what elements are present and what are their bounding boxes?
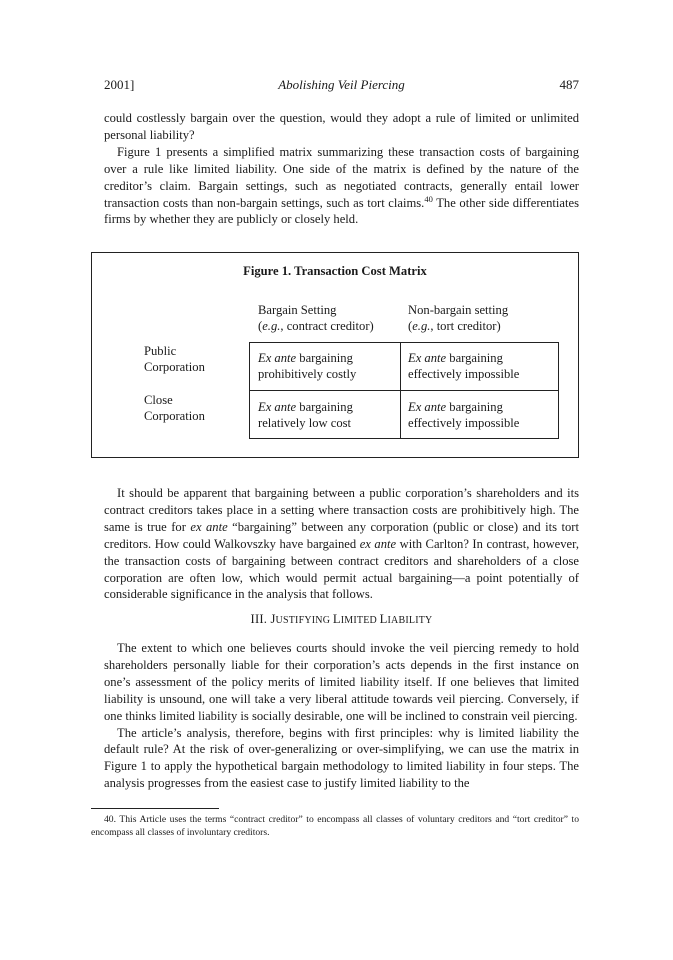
cell-line xyxy=(408,399,519,415)
paragraph: The article’s analysis, therefore, begins with first principles: why is limited liability the default rule? At the risk of over-generalizing or over-simplifying, we can use the matrix in Figure 1 to apply the hypothetical bargain methodology to limited liability in four steps. The analysis progresses from the easiest case to justify limited liability to the xyxy=(104,725,579,791)
text: bargaining xyxy=(296,400,353,414)
row-header-line: Close xyxy=(144,393,173,407)
paragraph: could costlessly bargain over the question, would they adopt a rule of limited or unlimited personal liability? xyxy=(104,111,579,142)
cell-line xyxy=(258,399,353,415)
cell-line: effectively impossible xyxy=(408,416,520,430)
footnote-divider xyxy=(91,808,219,809)
text: L xyxy=(379,612,388,627)
matrix-cell-public-bargain xyxy=(258,350,356,382)
paragraph-text: It should be apparent that bargaining between a public corporation’s shareholders and its contract creditors takes place in a setting where transaction costs are prohibitively high. The same is true for xyxy=(104,486,579,534)
figure-1 xyxy=(91,252,579,458)
matrix-cell-public-non-bargain xyxy=(408,350,519,382)
grid-divider xyxy=(250,390,558,391)
text: bargaining xyxy=(446,351,503,365)
text: , tort creditor) xyxy=(430,319,501,333)
paragraph xyxy=(104,144,579,229)
text-italic: Ex ante xyxy=(258,351,297,365)
text: , contract creditor) xyxy=(280,319,374,333)
footnote-number: 40. xyxy=(104,814,116,825)
column-header-line xyxy=(258,318,374,334)
text-small-caps: USTIFYING xyxy=(275,615,333,627)
text-italic: ex ante xyxy=(190,519,228,534)
text-italic: ex ante xyxy=(359,536,397,551)
text-small-caps: IABILITY xyxy=(387,615,433,627)
cell-line xyxy=(258,350,356,366)
text: ( xyxy=(258,319,263,333)
row-header-line: Corporation xyxy=(144,409,205,423)
text-italic: e.g. xyxy=(412,319,431,333)
text: bargaining xyxy=(296,351,353,365)
text-small-caps: IMITED xyxy=(340,615,380,627)
column-header-line: Non-bargain setting xyxy=(408,303,509,317)
row-header-line: Corporation xyxy=(144,360,205,374)
matrix-cell-close-non-bargain xyxy=(408,399,519,431)
column-header-line: Bargain Setting xyxy=(258,303,337,317)
text-italic: Ex ante xyxy=(408,400,447,414)
matrix-cell-close-bargain xyxy=(258,399,353,431)
row-header-public xyxy=(144,343,205,375)
row-header-line: Public xyxy=(144,344,177,358)
figure-title: Figure 1. Transaction Cost Matrix xyxy=(243,264,427,278)
text: ( xyxy=(408,319,413,333)
paragraph-text: Figure 1 presents a simplified matrix summarizing these transaction costs of bargaining over a rule like limited liability. One side of the matrix is defined by the nature of the creditor’s claim. Bargain settings, such as negotiated contracts, generally entail lower transaction costs than non-bargain settings, such as tort claims. xyxy=(104,144,579,210)
text-block-section-iii xyxy=(104,640,579,792)
text-italic: Ex ante xyxy=(258,400,297,414)
section-heading xyxy=(104,611,579,630)
matrix-grid xyxy=(249,342,559,439)
footnote-ref[interactable]: 40 xyxy=(424,193,433,204)
row-header-close xyxy=(144,392,205,424)
text-block-intro xyxy=(104,110,579,228)
column-header-bargain xyxy=(258,302,374,334)
paragraph: The extent to which one believes courts should invoke the veil piercing remedy to hold shareholders personally liable for their corporation’s acts depends in the first instance on one’s assessment of the policy merits of limited liability itself. If one believes that limited liability is unsound, one will take a very liberal attitude towards veil piercing. Conversely, if one thinks limited liability is socially desirable, one will be inclined to constrain veil piercing. xyxy=(104,641,579,723)
text-block-analysis xyxy=(104,485,579,639)
footnote-text: This Article uses the terms “contract creditor” to encompass all classes of voluntary creditors and “tort creditor” to encompass all classes of involuntary creditors. xyxy=(91,814,579,838)
cell-line: relatively low cost xyxy=(258,416,352,430)
column-header-non-bargain xyxy=(408,302,508,334)
header-page-number: 487 xyxy=(559,77,579,92)
section-numeral: III. xyxy=(250,612,271,627)
cell-line: effectively impossible xyxy=(408,367,520,381)
cell-line xyxy=(408,350,519,366)
text: bargaining xyxy=(446,400,503,414)
text: L xyxy=(332,612,341,627)
paragraph xyxy=(104,485,579,603)
paragraph-text: The other side differentiates firms by whether they are publicly or closely held. xyxy=(104,195,579,227)
header-year: 2001] xyxy=(104,77,135,92)
footnote-40 xyxy=(91,813,579,839)
paragraph-text: with Carlton? In contrast, however, the transaction costs of bargaining between contract creditors and shareholders of a close corporation are often low, which would permit actual bargaining—a point potentially of considerable significance in the analysis that follows. xyxy=(104,536,579,602)
cell-line: prohibitively costly xyxy=(258,367,357,381)
text: J xyxy=(270,612,276,627)
running-header xyxy=(104,77,579,95)
paragraph-text: “bargaining” between any corporation (public or close) and its tort creditors. How could Walkovszky have bargained xyxy=(104,519,580,551)
text-italic: e.g. xyxy=(262,319,281,333)
text-italic: Ex ante xyxy=(408,351,447,365)
column-header-line xyxy=(408,318,508,334)
header-title: Abolishing Veil Piercing xyxy=(278,77,405,92)
